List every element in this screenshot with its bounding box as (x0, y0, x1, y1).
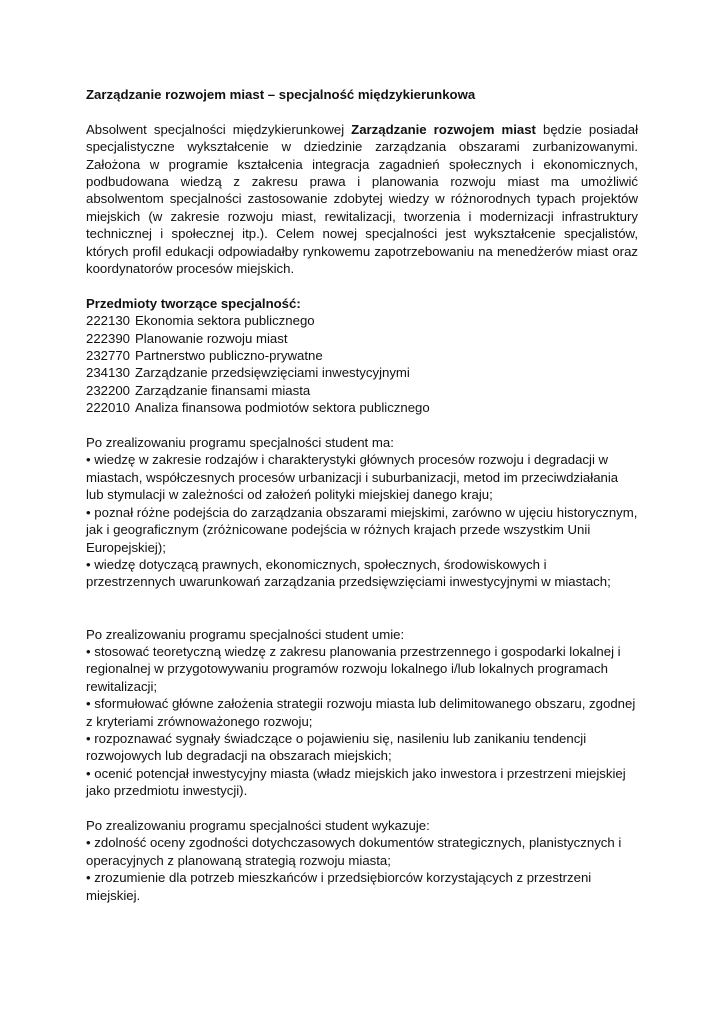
intro-text-start: Absolwent specjalności międzykierunkowej (86, 121, 352, 137)
skills-lead: Po zrealizowaniu programu specjalności student umie: (86, 626, 405, 642)
knowledge-list (86, 451, 638, 590)
subject-code: 222010 (86, 400, 131, 416)
knowledge-section (86, 434, 638, 591)
subject-item (86, 347, 638, 364)
intro-text-end: będzie posiadał specjalistyczne wykształcenie w dziedzinie zarządzania obszarami zurbanizowanymi. Założona w programie kształcenia integracja zagadnień społecznych i ekonomicznych, podbudowana wiedzą z zakresu prawa i planowania rozwoju miast ma umożliwić absolwentom specjalności zastosowanie zdobytej wiedzy w różnorodnych typach projektów miejskich (w zakresie rozwoju miast, rewitalizacji, tworzenia i modernizacji infrastruktury technicznej i społecznej itp.). Celem nowej specjalności jest wykształcenie specjalistów, których profil edukacji odpowiadałby rynkowemu zapotrzebowaniu na menedżerów miast oraz koordynatorów procesów miejskich. (86, 121, 638, 277)
knowledge-item: • wiedzę dotyczącą prawnych, ekonomicznych, społecznych, środowiskowych i przestrzennych uwarunkowań zarządzania przedsięwzięciami inwestycyjnymi w miastach; (86, 556, 611, 590)
subject-name: Ekonomia sektora publicznego (135, 313, 315, 329)
competences-item: • zrozumienie dla potrzeb mieszkańców i przedsiębiorców korzystających z przestrzeni miejskiej. (86, 870, 592, 903)
skills-item: • stosować teoretyczną wiedzę z zakresu planowania przestrzennego i gospodarki lokalnej i regionalnej w przygotowywaniu programów rozwoju lokalnego i/lub lokalnych programach rewitalizacji; (86, 643, 621, 694)
subject-item (86, 399, 638, 416)
skills-section (86, 626, 638, 800)
subject-item (86, 382, 638, 399)
subject-code: 222130 (86, 313, 131, 329)
subjects-list (86, 312, 638, 416)
skills-item: • rozpoznawać sygnały świadczące o pojawieniu się, nasileniu lub zanikaniu tendencji rozwojowych lub degradacji na obszarach miejskich; (86, 730, 587, 764)
subject-code: 232200 (86, 382, 131, 398)
subject-code: 234130 (86, 365, 131, 381)
subject-name: Partnerstwo publiczno-prywatne (135, 348, 323, 364)
skills-item: • sformułować główne założenia strategii rozwoju miasta lub delimitowanego obszaru, zgodnej z kryteriami zrównoważonego rozwoju; (86, 696, 636, 729)
document-title: Zarządzanie rozwojem miast – specjalność międzykierunkowa (86, 87, 476, 102)
subject-name: Planowanie rozwoju miast (135, 330, 288, 346)
subject-name: Zarządzanie finansami miasta (135, 382, 311, 398)
subject-item (86, 330, 638, 347)
competences-section (86, 817, 638, 904)
competences-item: • zdolność oceny zgodności dotychczasowych dokumentów strategicznych, planistycznych i operacyjnych z planowaną strategią rozwoju miasta; (86, 835, 622, 868)
subject-item (86, 312, 638, 329)
subject-item (86, 364, 638, 381)
knowledge-item: • poznał różne podejścia do zarządzania obszarami miejskimi, zarówno w ujęciu historycznym, jak i geograficznym (zróżnicowane podejścia w różnych krajach przede wszystkim Unii Europejskiej); (86, 504, 638, 555)
subject-code: 232770 (86, 348, 131, 364)
intro-paragraph (86, 121, 638, 278)
skills-item: • ocenić potencjał inwestycyjny miasta (władz miejskich jako inwestora i przestrzeni miejskiej jako przedmiotu inwestycji). (86, 765, 626, 799)
competences-list (86, 834, 638, 904)
knowledge-item: • wiedzę w zakresie rodzajów i charakterystyki głównych procesów rozwoju i degradacji w miastach, współczesnych procesów urbanizacji i suburbanizacji, metod im przeciwdziałania lub stymulacji w zależności od założeń polityki miejskiej danego kraju; (86, 452, 619, 503)
skills-list (86, 643, 638, 800)
knowledge-lead: Po zrealizowaniu programu specjalności student ma: (86, 435, 394, 451)
subject-code: 222390 (86, 330, 131, 346)
specialty-name: Zarządzanie rozwojem miast (351, 121, 536, 137)
subjects-heading: Przedmioty tworzące specjalność: (86, 295, 301, 311)
subject-name: Zarządzanie przedsięwzięciami inwestycyjnymi (135, 365, 410, 381)
competences-lead: Po zrealizowaniu programu specjalności student wykazuje: (86, 817, 430, 833)
subject-name: Analiza finansowa podmiotów sektora publicznego (135, 400, 430, 416)
